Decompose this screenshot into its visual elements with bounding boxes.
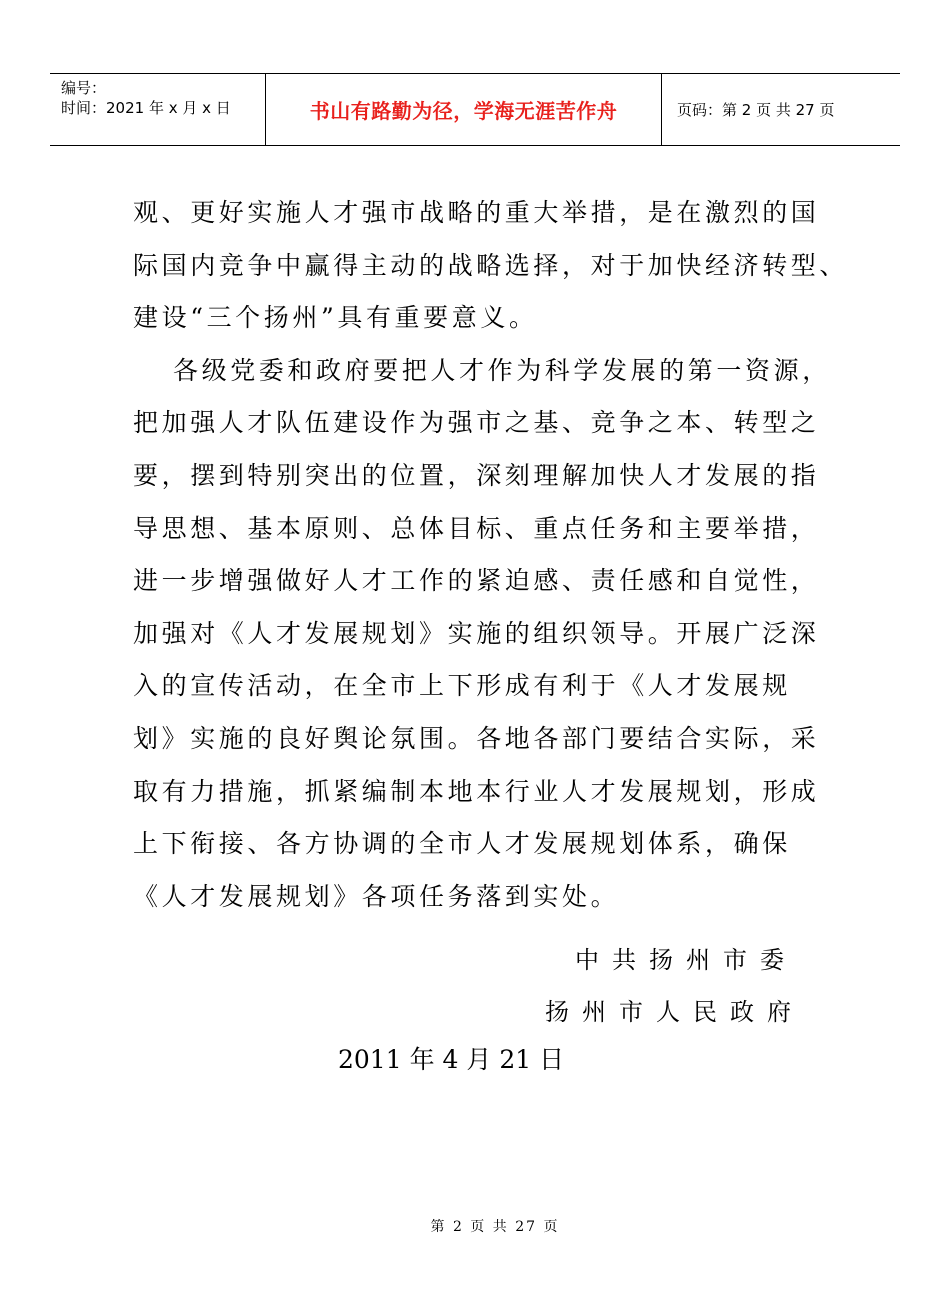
body-line: 际国内竞争中赢得主动的战略选择，对于加快经济转型、 xyxy=(133,250,849,280)
body-line: 导思想、基本原则、总体目标、重点任务和主要举措， xyxy=(133,513,820,543)
paragraph-start-line: 各级党委和政府要把人才作为科学发展的第一资源， xyxy=(173,355,831,385)
header-page-info: 页码：第 2 页 共 27 页 xyxy=(677,101,835,119)
body-line: 观、更好实施人才强市战略的重大举措，是在激烈的国 xyxy=(133,198,820,227)
body-line: 要，摆到特别突出的位置，深刻理解加快人才发展的指 xyxy=(133,460,820,490)
signature-org-party-committee: 中共扬州市委 xyxy=(575,946,797,974)
header-meta xyxy=(50,74,266,145)
signature-org-government: 扬州市人民政府 xyxy=(545,998,804,1026)
body-line: 把加强人才队伍建设作为强市之基、竞争之本、转型之 xyxy=(133,408,820,438)
body-line: 取有力措施，抓紧编制本地本行业人才发展规划，形成 xyxy=(133,776,820,806)
body-line: 入的宣传活动，在全市上下形成有利于《人才发展规 xyxy=(133,671,791,701)
serial-number-label: 编号： xyxy=(61,79,107,97)
page-footer: 第 2 页 共 27 页 xyxy=(430,1219,560,1235)
signature-date: 2011 年 4 月 21 日 xyxy=(338,1045,565,1074)
body-text xyxy=(133,187,849,923)
body-line: 建设“三个扬州”具有重要意义。 xyxy=(133,303,538,333)
document-header xyxy=(50,73,900,146)
body-line: 划》实施的良好舆论氛围。各地各部门要结合实际，采 xyxy=(133,723,820,753)
body-line: 进一步增强做好人才工作的紧迫感、责任感和自觉性， xyxy=(133,566,820,596)
body-line: 上下衔接、各方协调的全市人才发展规划体系，确保 xyxy=(133,829,791,859)
body-line: 《人才发展规划》各项任务落到实处。 xyxy=(133,881,620,911)
time-label: 时间：2021 年 x 月 x 日 xyxy=(61,99,231,117)
body-line: 加强对《人才发展规划》实施的组织领导。开展广泛深 xyxy=(133,618,820,648)
header-motto: 书山有路勤为径，学海无涯苦作舟 xyxy=(266,74,662,145)
